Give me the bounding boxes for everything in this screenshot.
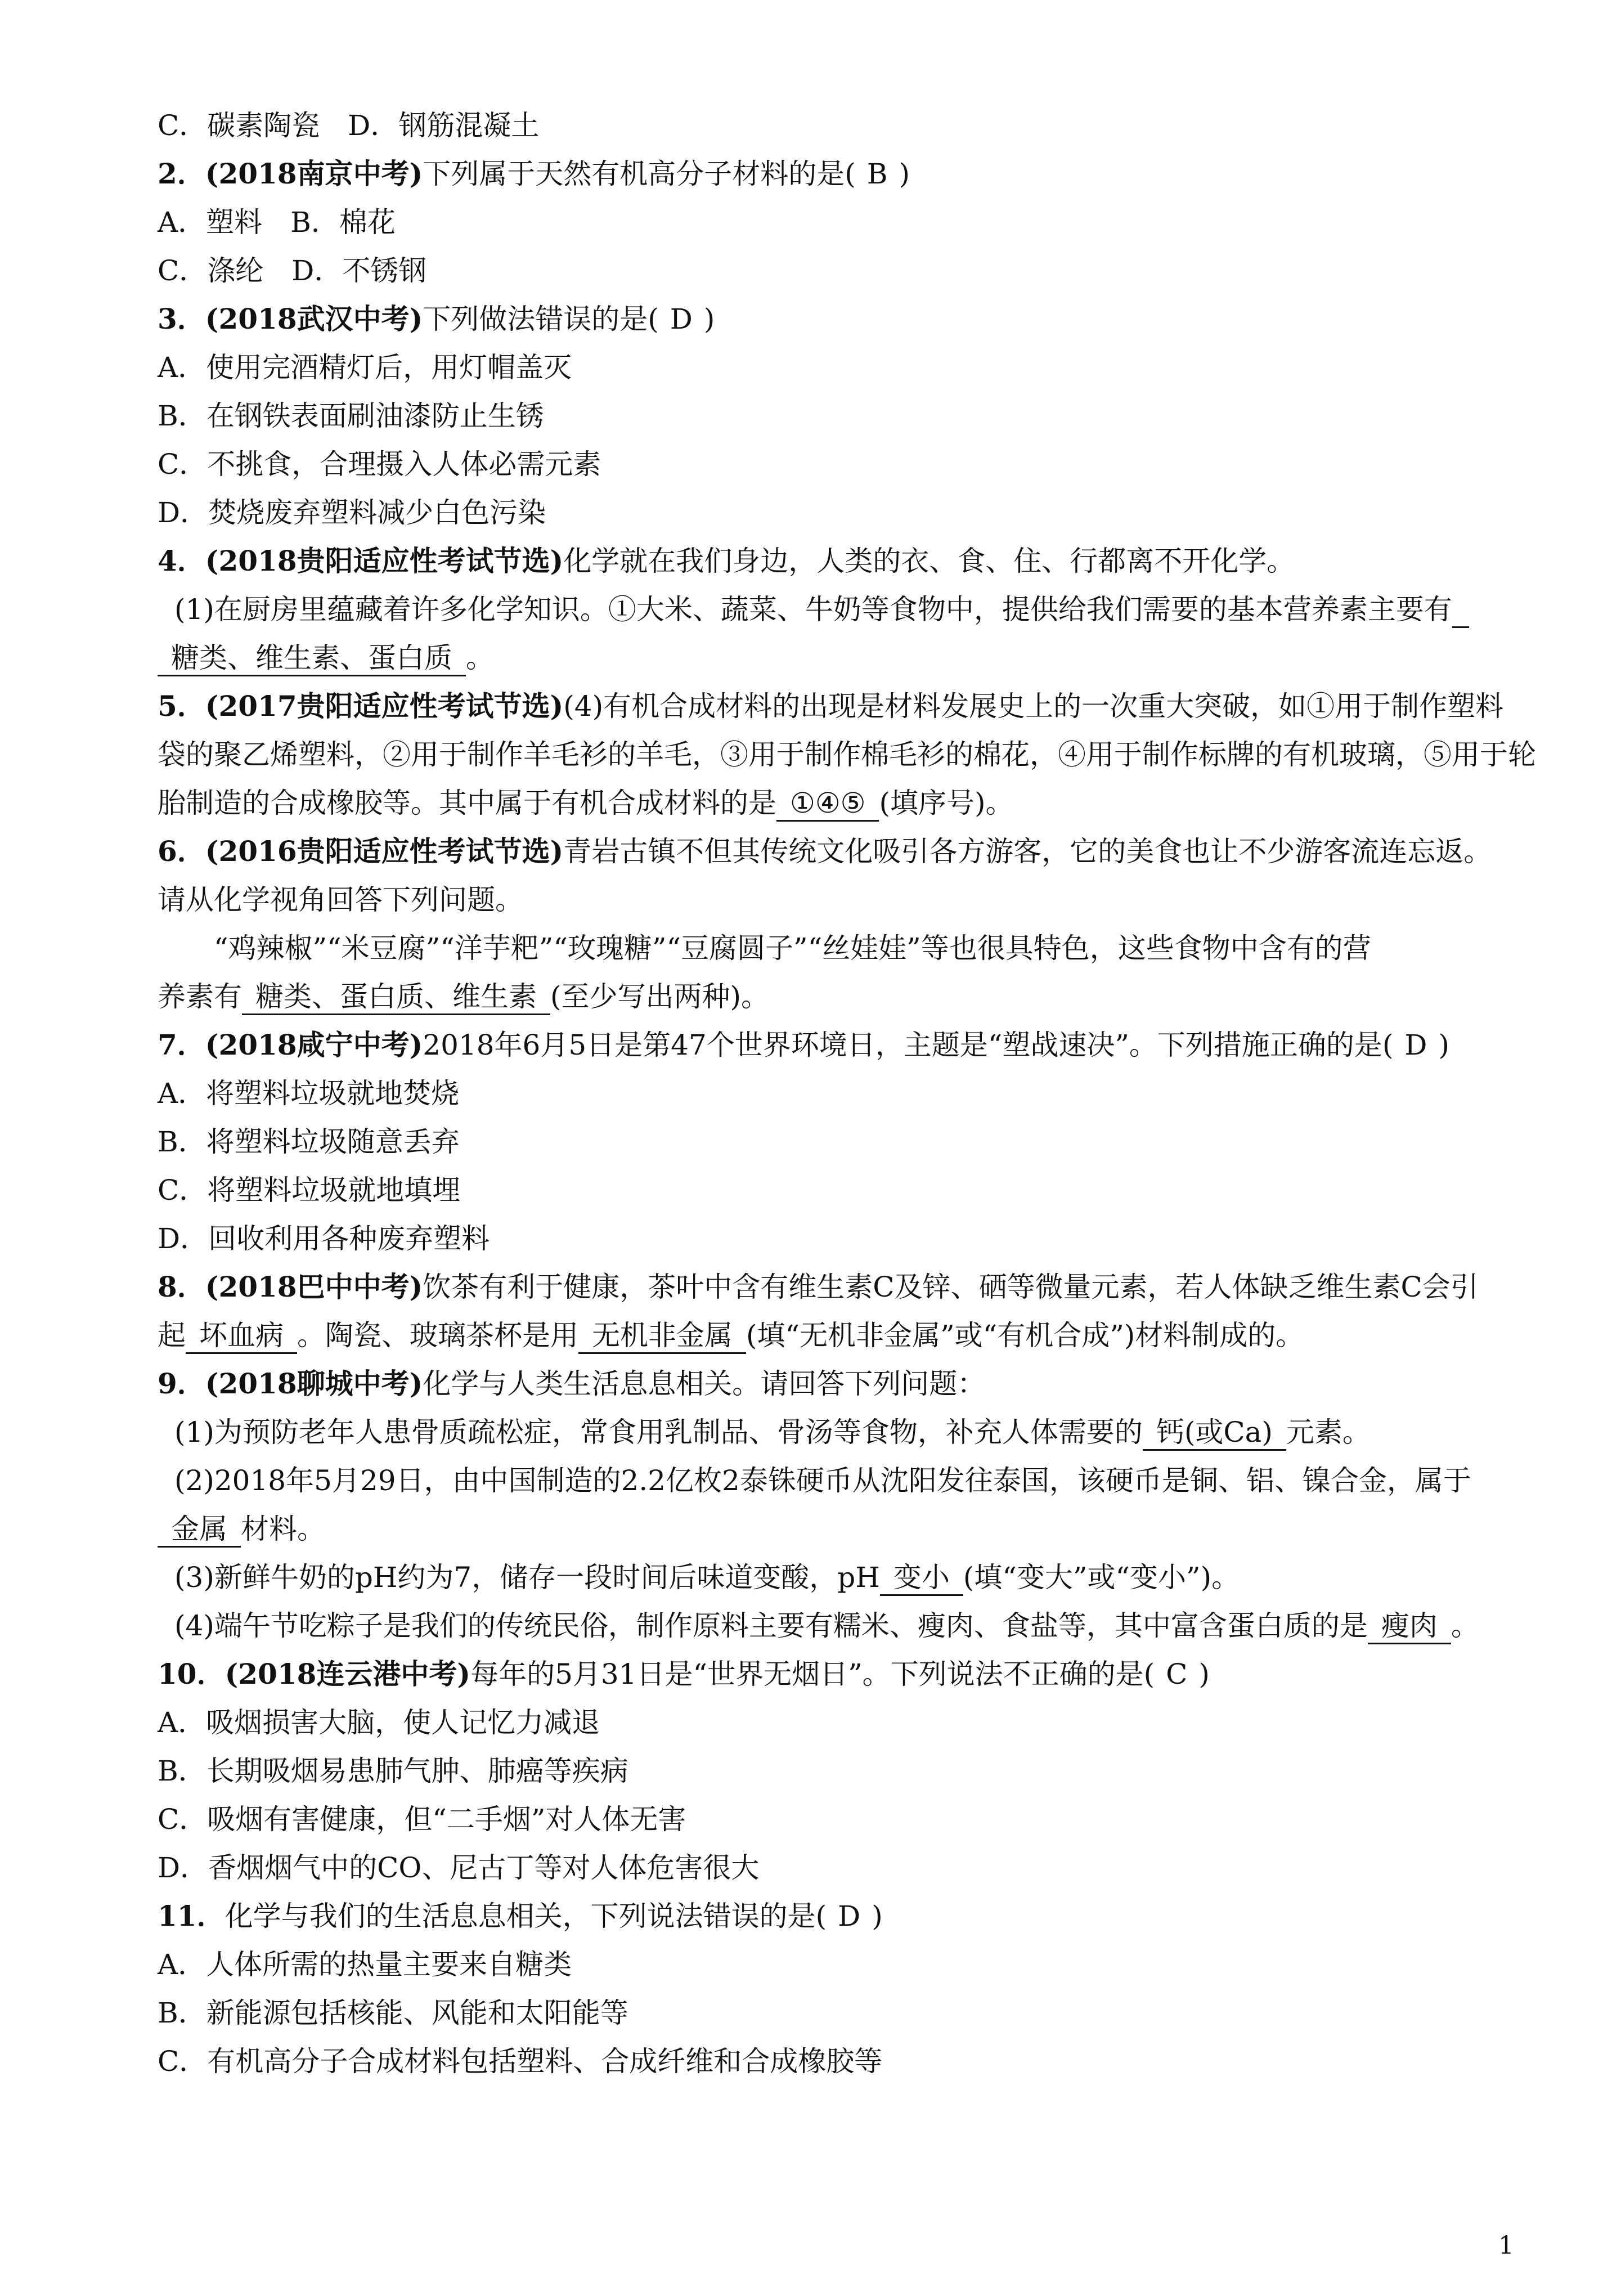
question-source: (2016贵阳适应性考试节选)	[205, 835, 564, 868]
question-continuation: 养素有 糖类、蛋白质、维生素 (至少写出两种)。	[152, 972, 1536, 1021]
question-continuation: 起 坏血病 。陶瓷、玻璃茶杯是用 无机非金属 (填“无机非金属”或“有机合成”)材料制成的。	[152, 1311, 1536, 1360]
question-6	[152, 827, 1536, 876]
question-source: (2018咸宁中考)	[205, 1028, 423, 1061]
answer-choice: C	[1166, 1658, 1188, 1690]
sub-question: (1)在厨房里蕴藏着许多化学知识。①大米、蔬菜、牛奶等食物中，提供给我们需要的基本营养素主要有	[152, 585, 1536, 634]
question-text: 化学就在我们身边，人类的衣、食、住、行都离不开化学。	[563, 545, 1295, 577]
answer-line: 金属 材料。	[152, 1505, 1536, 1553]
answer-choice: B	[866, 158, 888, 190]
option-line: D．香烟烟气中的CO、尼古丁等对人体危害很大	[158, 1851, 760, 1884]
question-text: 下列属于天然有机高分子材料的是(	[423, 158, 856, 190]
question-11: 11．化学与我们的生活息息相关，下列说法错误的是( D )	[152, 1892, 1536, 1940]
question-7: 7．(2018咸宁中考)2018年6月5日是第47个世界环境日，主题是“塑战速决”。下列措施正确的是( D )	[152, 1021, 1536, 1069]
question-number: 11．	[158, 1899, 225, 1932]
option-line: B．新能源包括核能、风能和太阳能等	[158, 1997, 628, 2029]
question-text: 每年的5月31日是“世界无烟日”。下列说法不正确的是(	[470, 1658, 1155, 1690]
question-10: 10．(2018连云港中考)每年的5月31日是“世界无烟日”。下列说法不正确的是( C )	[152, 1650, 1536, 1698]
question-continuation: 袋的聚乙烯塑料，②用于制作羊毛衫的羊毛，③用于制作棉毛衫的棉花，④用于制作标牌的有机玻璃，⑤用于轮	[158, 738, 1536, 771]
option-line: C．不挑食，合理摄入人体必需元素	[158, 448, 601, 481]
question-source: (2018聊城中考)	[205, 1367, 423, 1400]
option-line: D．焚烧废弃塑料减少白色污染	[158, 496, 546, 529]
option-line: A．塑料 B．棉花	[158, 206, 396, 239]
answer-blank: 瘦肉	[1368, 1609, 1451, 1644]
answer-blank: 金属	[158, 1512, 241, 1548]
answer-line: 糖类、维生素、蛋白质 。	[152, 634, 1536, 682]
question-text: 化学与我们的生活息息相关，下列说法错误的是(	[224, 1900, 827, 1932]
option-line: B．在钢铁表面刷油漆防止生锈	[158, 400, 544, 432]
question-number: 3．	[158, 302, 205, 335]
answer-choice: D	[838, 1900, 861, 1932]
question-source: (2018武汉中考)	[205, 302, 423, 335]
answer-choice: D	[670, 303, 693, 335]
question-9	[152, 1360, 1536, 1408]
question-text: 化学与人类生活息息相关。请回答下列问题：	[423, 1367, 986, 1400]
question-number: 4．	[158, 544, 205, 577]
question-5	[152, 682, 1536, 730]
answer-blank: 糖类、维生素、蛋白质	[158, 641, 466, 676]
option-line: B．长期吸烟易患肺气肿、肺癌等疾病	[158, 1755, 628, 1787]
question-4	[152, 537, 1536, 585]
answer-blank-lead	[1452, 593, 1469, 628]
option-line: B．将塑料垃圾随意丢弃	[158, 1125, 460, 1158]
option-line: A．吸烟损害大脑，使人记忆力减退	[158, 1706, 600, 1739]
option-line: A．人体所需的热量主要来自糖类	[158, 1948, 572, 1981]
sub-question: (2)2018年5月29日，由中国制造的2.2亿枚2泰铢硬币从沈阳发往泰国，该硬币是铜、铝、镍合金，属于	[174, 1464, 1471, 1497]
question-text: (4)有机合成材料的出现是材料发展史上的一次重大突破，如①用于制作塑料	[563, 690, 1504, 723]
question-source: (2018贵阳适应性考试节选)	[205, 544, 564, 577]
answer-blank: 变小	[880, 1560, 963, 1596]
sub-question: (4)端午节吃粽子是我们的传统民俗，制作原料主要有糯米、瘦肉、食盐等，其中富含蛋白质的是 瘦肉 。	[152, 1602, 1536, 1650]
question-source: (2018南京中考)	[205, 157, 423, 190]
option-line: A．使用完酒精灯后，用灯帽盖灭	[158, 351, 572, 384]
question-source: (2017贵阳适应性考试节选)	[205, 689, 564, 723]
question-continuation: 请从化学视角回答下列问题。	[158, 884, 523, 916]
answer-choice: D	[1404, 1029, 1427, 1061]
sub-question: (1)为预防老年人患骨质疏松症，常食用乳制品、骨汤等食物，补充人体需要的 钙(或Ca) 元素。	[152, 1408, 1536, 1456]
question-number: 2．	[158, 157, 205, 190]
answer-blank: 坏血病	[186, 1319, 297, 1354]
answer-blank: ①④⑤	[776, 786, 879, 822]
option-line: A．将塑料垃圾就地焚烧	[158, 1077, 460, 1110]
question-2: 2．(2018南京中考)下列属于天然有机高分子材料的是( B )	[152, 150, 1536, 198]
question-source: (2018巴中中考)	[205, 1270, 423, 1303]
page-number: 1	[1498, 2231, 1514, 2260]
question-text: 饮茶有利于健康，茶叶中含有维生素C及锌、硒等微量元素，若人体缺乏维生素C会引	[423, 1271, 1479, 1303]
question-3: 3．(2018武汉中考)下列做法错误的是( D )	[152, 295, 1536, 343]
question-continuation: 胎制造的合成橡胶等。其中属于有机合成材料的是 ①④⑤ (填序号)。	[152, 779, 1536, 827]
question-number: 9．	[158, 1367, 205, 1400]
question-source: (2018连云港中考)	[224, 1657, 471, 1690]
option-line: C．吸烟有害健康，但“二手烟”对人体无害	[158, 1803, 686, 1836]
question-number: 6．	[158, 835, 205, 868]
question-number: 8．	[158, 1270, 205, 1303]
question-number: 7．	[158, 1028, 205, 1061]
question-text: 下列做法错误的是(	[423, 303, 659, 335]
option-line: D．回收利用各种废弃塑料	[158, 1222, 490, 1255]
question-text: 青岩古镇不但其传统文化吸引各方游客，它的美食也让不少游客流连忘返。	[563, 835, 1492, 868]
option-line: C．将塑料垃圾就地填埋	[158, 1174, 461, 1207]
answer-blank: 无机非金属	[578, 1319, 746, 1354]
question-continuation: “鸡辣椒”“米豆腐”“洋芋粑”“玫瑰糖”“豆腐圆子”“丝娃娃”等也很具特色，这些食物中含有的营	[214, 932, 1371, 965]
sub-question: (3)新鲜牛奶的pH约为7，储存一段时间后味道变酸，pH 变小 (填“变大”或“变小”)。	[152, 1553, 1536, 1602]
answer-blank: 糖类、蛋白质、维生素	[242, 980, 550, 1015]
question-text: 2018年6月5日是第47个世界环境日，主题是“塑战速决”。下列措施正确的是(	[423, 1029, 1394, 1061]
option-line: C．碳素陶瓷 D．钢筋混凝土	[158, 109, 540, 142]
question-8	[152, 1263, 1536, 1311]
document-page	[152, 101, 1536, 2086]
question-number: 5．	[158, 689, 205, 723]
question-number: 10．	[158, 1657, 225, 1690]
answer-blank: 钙(或Ca)	[1143, 1415, 1286, 1451]
option-line: C．有机高分子合成材料包括塑料、合成纤维和合成橡胶等	[158, 2045, 883, 2078]
option-line: C．涤纶 D．不锈钢	[158, 254, 427, 287]
